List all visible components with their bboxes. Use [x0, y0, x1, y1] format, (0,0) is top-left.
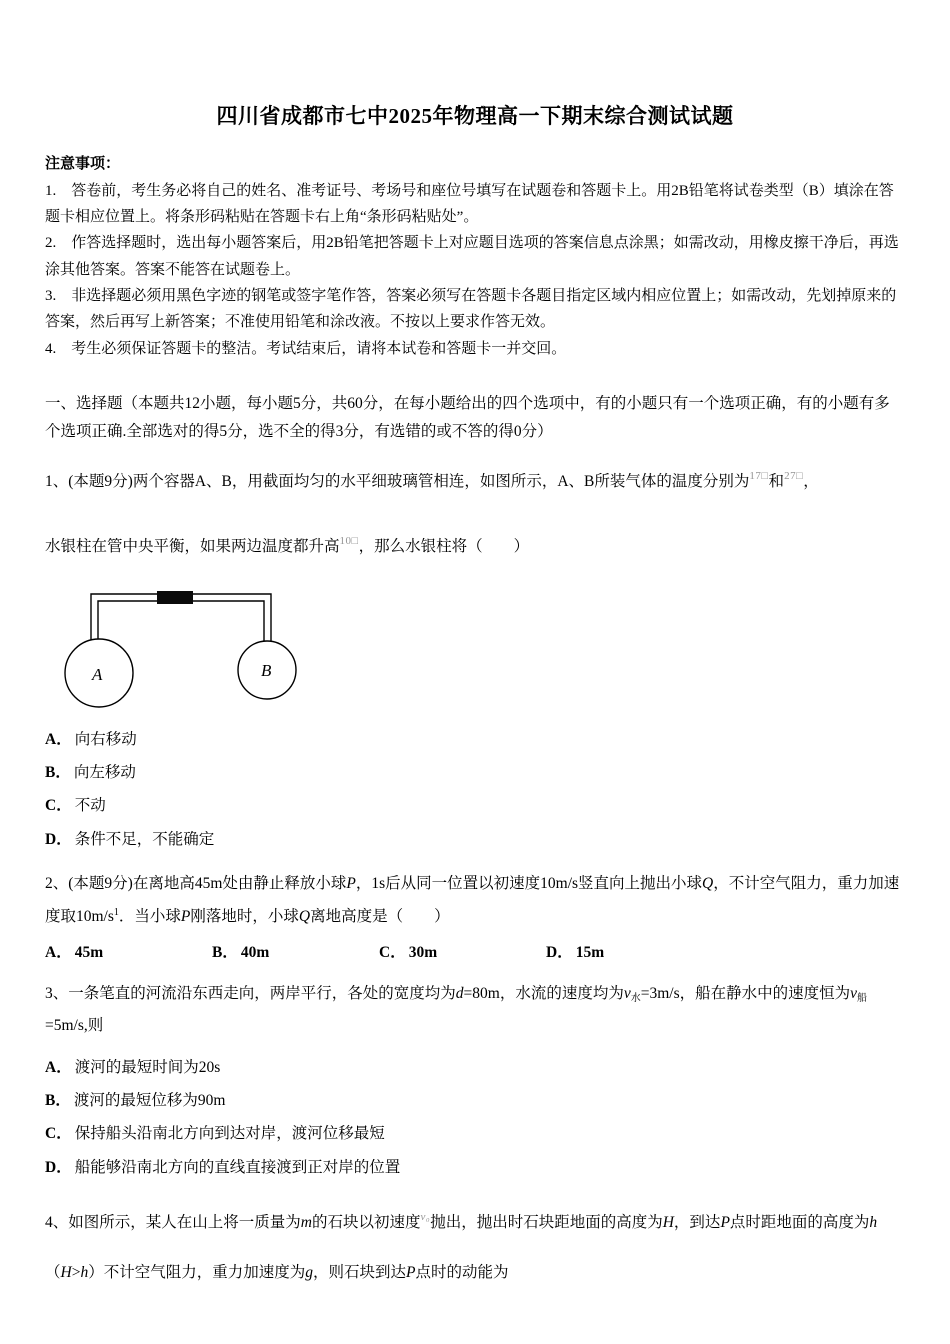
option-letter: C．: [45, 797, 72, 815]
text-segment: P: [720, 1214, 730, 1232]
text-segment: =3m/s，船在静水中的速度恒为: [640, 984, 851, 1002]
question-4: [45, 1198, 905, 1297]
option-text: 渡河的最短时间为20s: [74, 1058, 221, 1076]
question-1-text-line-1: [45, 465, 905, 499]
question-1-option-a: [45, 723, 905, 756]
notice-section: [45, 152, 905, 362]
text-segment: 点时的动能为: [415, 1263, 509, 1281]
vessel-a-label: A: [92, 664, 103, 684]
option-text: 45m: [74, 944, 104, 962]
text-segment: h: [869, 1214, 878, 1232]
question-2: [45, 868, 905, 970]
text-segment: P: [406, 1263, 416, 1281]
option-letter: A．: [45, 944, 72, 962]
text-segment: 的石块以初速度: [311, 1214, 421, 1232]
text-segment: 离地高度是（ ）: [310, 907, 450, 925]
text-segment: ，: [803, 472, 819, 490]
question-4-text: [45, 1198, 905, 1297]
option-text: 30m: [408, 944, 438, 962]
text-segment: ，1s后从同一位置以初速度10m/s竖直向上抛出小球: [355, 875, 703, 893]
text-segment: g: [305, 1263, 313, 1281]
question-2-option-d: [546, 937, 713, 970]
question-2-option-c: [379, 937, 546, 970]
text-segment: ．当小球: [118, 907, 181, 925]
option-text: 向左移动: [73, 764, 136, 782]
text-segment: 1、(本题9分)两个容器A、B，用截面均匀的水平细玻璃管相连，如图所示，A、B所装气体的温度分别为: [45, 472, 750, 490]
text-segment: 2、(本题9分)在离地高45m处由静止释放小球: [45, 875, 347, 893]
question-2-option-b: [212, 937, 379, 970]
question-1-option-c: [45, 789, 905, 822]
question-3-options: [45, 1051, 905, 1184]
question-2-text: [45, 868, 905, 933]
mercury-column: [157, 591, 193, 604]
text-segment: v: [850, 984, 857, 1002]
text-segment: 和: [768, 472, 785, 490]
text-segment: v₀: [420, 1211, 431, 1224]
text-segment: ，不计空气阻力，重力加速度取10m/s: [45, 875, 900, 925]
text-segment: P: [180, 907, 191, 925]
text-segment: v: [623, 984, 631, 1002]
option-letter: A．: [45, 730, 72, 748]
text-segment: 水银柱在管中央平衡，如果两边温度都升高: [45, 538, 340, 556]
text-segment: h: [80, 1263, 89, 1281]
text-segment: 船: [857, 992, 867, 1004]
question-3-option-b: [45, 1084, 905, 1117]
notice-item-2: 2. 作答选择题时，选出每小题答案后，用2B铅笔把答题卡上对应题目选项的答案信息点涂黑；如需改动，用橡皮擦干净后，再选涂其他答案。答案不能答在试题卷上。: [45, 235, 899, 278]
text-segment: d: [455, 984, 464, 1002]
option-letter: C．: [379, 944, 406, 962]
option-text: 向右移动: [74, 730, 137, 748]
text-segment: 10□: [339, 535, 359, 548]
text-segment: Q: [702, 875, 714, 893]
option-letter: D．: [546, 944, 573, 962]
notice-item-3: 3. 非选择题必须用黑色字迹的钢笔或签字笔作答，答案必须写在答题卡各题目指定区域内相应位置上；如需改动，先划掉原来的答案，然后再写上新答案；不准使用铅笔和涂改液。不按以上要求作答无效。: [45, 288, 897, 331]
section-heading: 一、选择题（本题共12小题，每小题5分，共60分，在每小题给出的四个选项中，有的小题只有一个选项正确，有的小题有多个选项正确.全部选对的得5分，选不全的得3分，有选错的或不答的得0分）: [45, 395, 890, 440]
text-segment: 17□: [749, 469, 769, 482]
question-3-option-a: [45, 1051, 905, 1084]
option-letter: D．: [45, 1158, 72, 1176]
option-text: 15m: [575, 944, 605, 962]
option-text: 40m: [240, 944, 270, 962]
question-1-figure: [57, 578, 905, 715]
text-segment: ，那么水银柱将（ ）: [358, 538, 530, 556]
notice-item-4: 4. 考生必须保证答题卡的整洁。考试结束后，请将本试卷和答题卡一并交回。: [45, 340, 567, 357]
text-segment: （: [45, 1263, 61, 1281]
option-letter: B．: [45, 764, 71, 782]
notice-item-1: 1. 答卷前，考生务必将自己的姓名、准考证号、考场号和座位号填写在试题卷和答题卡上。用2B铅笔将试卷类型（B）填涂在答题卡相应位置上。将条形码粘贴在答题卡右上角“条形码粘贴处”。: [45, 182, 894, 225]
connected-vessels-figure: [57, 578, 302, 710]
text-segment: H: [662, 1214, 674, 1232]
page-title: 四川省成都市七中2025年物理高一下期末综合测试试题: [216, 104, 734, 128]
option-text: 保持船头沿南北方向到达对岸，渡河位移最短: [74, 1125, 385, 1143]
text-segment: >: [71, 1263, 81, 1281]
option-letter: C．: [45, 1125, 72, 1143]
text-segment: 刚落地时，小球: [190, 907, 299, 925]
text-segment: 水: [630, 992, 641, 1004]
question-1: [45, 465, 905, 856]
tube-inner-line: [98, 601, 264, 642]
question-3-text: [45, 978, 905, 1043]
question-1-option-d: [45, 823, 905, 856]
text-segment: m: [300, 1214, 312, 1232]
notice-heading: 注意事项：: [45, 156, 121, 172]
text-segment: Q: [298, 907, 311, 925]
option-letter: D．: [45, 830, 72, 848]
text-segment: P: [346, 875, 356, 893]
text-segment: 点时距地面的高度为: [729, 1214, 870, 1232]
text-segment: 1: [113, 906, 119, 918]
option-letter: B．: [45, 1092, 71, 1110]
text-segment: H: [60, 1263, 72, 1281]
question-3-option-c: [45, 1117, 905, 1150]
text-segment: 3、一条笔直的河流沿东西走向，两岸平行，各处的宽度均为: [45, 984, 456, 1002]
question-1-text-line-2: [45, 530, 905, 564]
question-2-options: [45, 937, 905, 970]
option-text: 不动: [74, 797, 106, 815]
text-segment: 4、如图所示，某人在山上将一质量为: [45, 1214, 301, 1232]
text-segment: =80m，水流的速度均为: [463, 984, 624, 1002]
option-letter: B．: [212, 944, 238, 962]
text-segment: ，到达: [673, 1214, 721, 1232]
option-text: 船能够沿南北方向的直线直接渡到正对岸的位置: [74, 1158, 401, 1176]
text-segment: 抛出，抛出时石块距地面的高度为: [430, 1214, 663, 1232]
question-3: [45, 978, 905, 1184]
question-1-option-b: [45, 756, 905, 789]
text-segment: =5m/s,则: [45, 1017, 104, 1035]
text-segment: 27□: [784, 469, 804, 482]
question-3-option-d: [45, 1151, 905, 1184]
option-letter: A．: [45, 1058, 72, 1076]
question-1-options: [45, 723, 905, 856]
option-text: 渡河的最短位移为90m: [73, 1092, 226, 1110]
text-segment: ）不计空气阻力，重力加速度为: [88, 1263, 306, 1281]
text-segment: ，则石块到达: [312, 1263, 406, 1281]
question-2-option-a: [45, 937, 212, 970]
option-text: 条件不足，不能确定: [74, 830, 215, 848]
vessel-b-label: B: [261, 660, 272, 680]
